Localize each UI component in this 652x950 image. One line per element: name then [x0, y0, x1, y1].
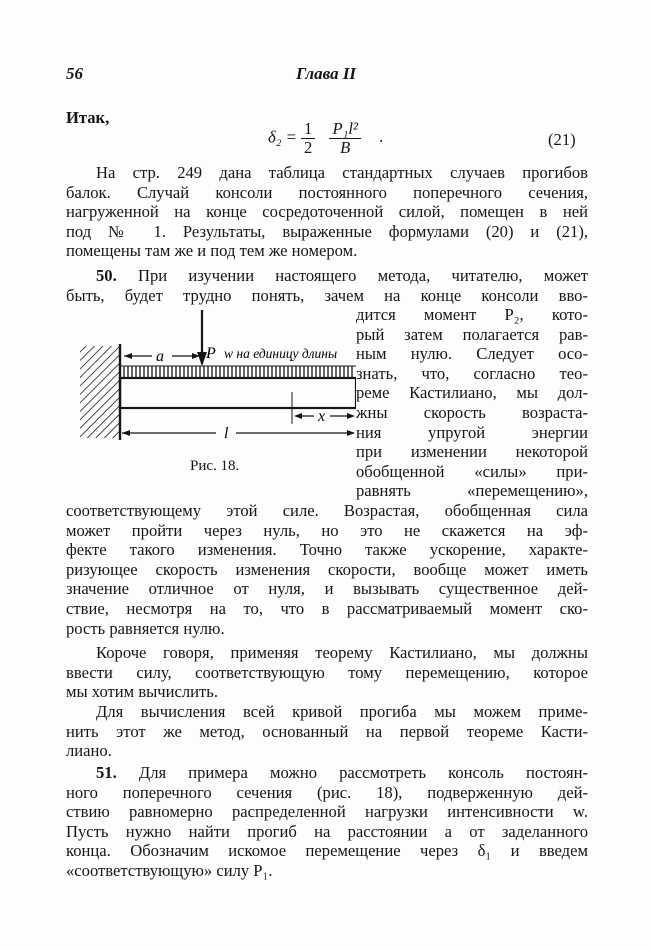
text-line: Для вычисления всей кривой прогиба мы можем приме- [96, 702, 588, 721]
text-line: нагруженной на конце сосредоточенной силой, помещен в ней [66, 202, 588, 222]
text-line: Короче говоря, применяя теорему Кастилиано, мы должны [96, 643, 588, 662]
text-line: дится момент P₂, кото- [356, 305, 588, 324]
label-l: l [224, 425, 229, 442]
text-line: равнять «перемещению», [356, 481, 588, 501]
text-line: реме Кастилиано, мы дол- [356, 383, 588, 403]
distributed-load [120, 366, 356, 378]
text-line-content: При изучении настоящего метода, читателю, может [116, 266, 588, 285]
arrowhead [347, 430, 355, 436]
text-line: нить этот же метод, основанный на первой теореме Касти- [66, 721, 588, 741]
beam [120, 378, 356, 408]
text-line: жны скорость возраста- [356, 402, 588, 422]
text-line: ввести силу, соответствующую тому перемещению, которое [66, 662, 588, 682]
text-line: «соответствующую» силу P₁. [66, 860, 273, 880]
arrowhead [294, 413, 302, 419]
arrowhead [347, 413, 355, 419]
text-line: значение отличное от нуля, и вызывать существенное дей- [66, 579, 588, 599]
label-x: x [318, 408, 326, 425]
text-line: под № 1. Результаты, выраженные формулами (20) и (21), [66, 221, 588, 241]
arrowhead [124, 353, 132, 359]
text-line: при изменении некоторой [356, 442, 588, 462]
fraction-p1l2-over-b [329, 120, 361, 157]
page-number: 56 [66, 64, 83, 83]
label-a: a [156, 348, 164, 365]
text-line: фекте такого изменения. Точно также ускорение, характе- [66, 540, 588, 560]
frac1-den: 2 [304, 138, 313, 157]
paragraph-50-continued [66, 501, 588, 638]
label-p: P [206, 345, 216, 362]
figure-caption: Рис. 18. [190, 458, 240, 474]
text-line: рый затем полагается рав- [356, 324, 588, 344]
text-line: соответствующему этой силе. Возрастая, обобщенная сила [66, 501, 588, 520]
figure-18 [66, 306, 356, 456]
paragraph-50-start [66, 266, 588, 305]
text-line: может пройти через нуль, но это не скажется на эф- [66, 520, 588, 540]
wall-hatching [80, 346, 120, 438]
formula-21 [268, 120, 383, 157]
text-line: ным нулю. Следует осо- [356, 344, 588, 364]
text-line: рость равняется нулю. [66, 618, 225, 638]
text-line: быть, будет трудно понять, зачем на конце консоли вво- [66, 285, 588, 305]
frac2-den: B [340, 138, 351, 157]
formula-period: . [379, 127, 384, 147]
frac2-num: P₁l² [329, 120, 361, 139]
frac1-num: 1 [301, 120, 315, 139]
paragraph-50-side [356, 305, 588, 501]
section-number-50: 50. [96, 266, 117, 285]
text-line: знать, что, согласно тео- [356, 363, 588, 383]
text-line [66, 266, 588, 286]
intro-word: Итак, [66, 108, 110, 127]
text-line: ния упругой энергии [356, 422, 588, 442]
text-line: ствие, несмотря на то, что в рассматриваемый момент ско- [66, 598, 588, 618]
running-head: Глава II [296, 64, 357, 83]
section-number-51: 51. [96, 763, 117, 782]
formula-lhs: δ₂ = [268, 127, 297, 147]
text-line: конца. Обозначим искомое перемещение через δ₁ и введем [66, 841, 588, 861]
equation-number: (21) [548, 130, 576, 149]
label-w-per-length: w на единицу длины [224, 346, 338, 361]
text-line: мы хотим вычислить. [66, 682, 219, 702]
text-line: На стр. 249 дана таблица стандартных случаев прогибов [96, 163, 588, 182]
text-line: лиано. [66, 741, 112, 761]
arrowhead [122, 430, 130, 436]
text-line-content: Для примера можно рассмотреть консоль постоян- [116, 763, 588, 782]
text-line: обобщенной «силы» при- [356, 461, 588, 481]
text-line: балок. Случай консоли постоянного поперечного сечения, [66, 182, 588, 202]
paragraph-4 [66, 702, 588, 761]
text-line: ного поперечного сечения (рис. 18), подверженную дей- [66, 782, 588, 802]
fraction-half [301, 120, 315, 157]
text-line: Пусть нужно найти прогиб на расстоянии a от заделанного [66, 821, 588, 841]
paragraph-51 [66, 763, 588, 881]
text-line: ризующее скорость изменения скорости, вообще может иметь [66, 559, 588, 579]
text-line: ствию равномерно распределенной нагрузки интенсивности w. [66, 802, 588, 822]
paragraph-1 [66, 163, 588, 261]
text-line: помещены там же и под тем же номером. [66, 241, 358, 261]
paragraph-3 [66, 643, 588, 702]
text-line [66, 763, 588, 783]
